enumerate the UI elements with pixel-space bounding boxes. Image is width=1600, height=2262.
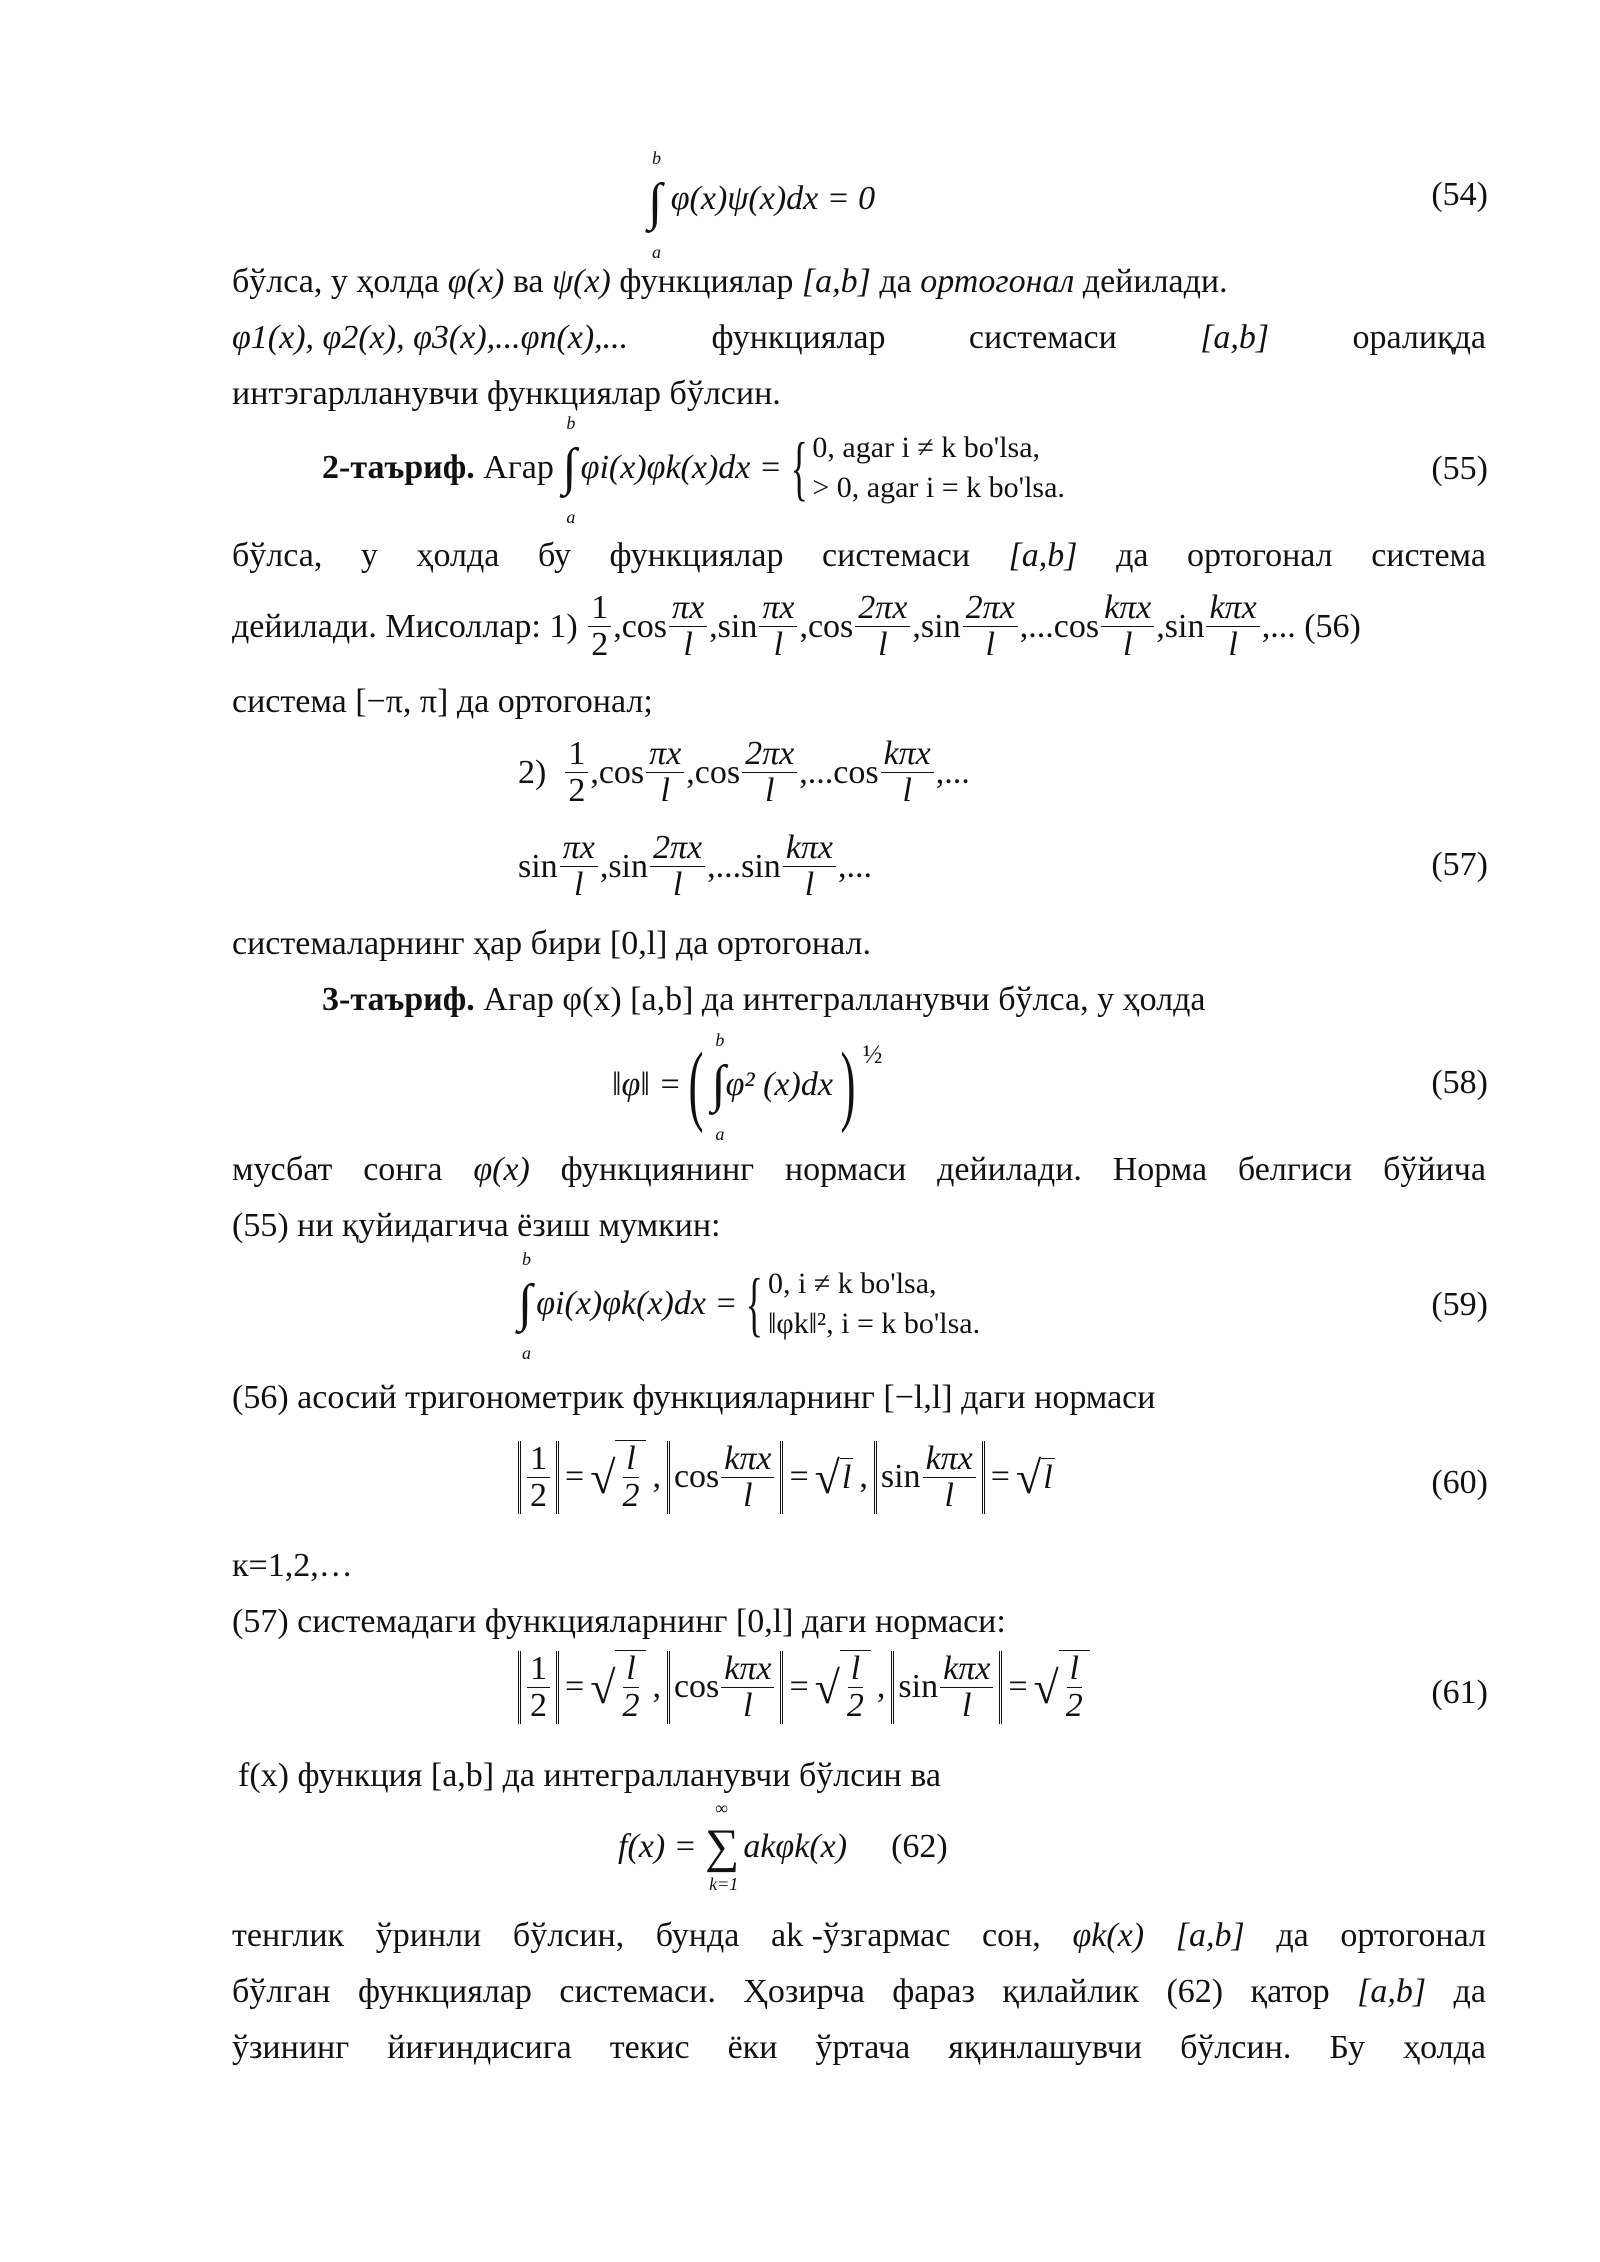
equation-61: $\frac{1}{2}$ = √ $\frac{l}{2}$ , cos $\frac{\text{kπx}}{l}$ = √ $\frac{l}{2}$ , sin $\frac{\text{kπx}}{l}$ = √ $\frac{l}{2}$ [518,1650,1090,1724]
paragraph-series-l2: бўлган функциялар системаси. Ҳозирча фараз қилайлик (62) қатор [a,b] да [232,1973,1486,2010]
paragraph-norms-56: (56) асосий тригонометрик функцияларнинг [−l,l] даги нормаси [232,1379,1156,1416]
equation-58-number: (58) [1431,1064,1488,1101]
paragraph-function-system-line2: интэгарлланувчи функциялар бўлсин. [232,375,781,412]
equation-61-number: (61) [1431,1674,1488,1711]
equation-54-number: (54) [1431,176,1488,213]
paragraph-norm: мусбат сонга φ(x) функциянинг нормаси дейилади. Норма белгиси бўйича [232,1151,1486,1188]
paragraph-system-orthogonal: система [−π, π] да ортогонал; [232,683,653,720]
equation-54-body: φ(x)ψ(x)dx = 0 [670,180,876,217]
definition-3: 3-таъриф. Агар φ(x) [a,b] да интегралланувчи бўлса, у ҳолда [322,981,1206,1018]
paragraph-orthogonal-system: бўлса, у ҳолда бу функциялар системаси [a,b] да ортогонал система [232,537,1486,574]
equation-58: ‖φ‖ = ( ∫ b a φ² (x)dx ) ½ [612,1030,883,1144]
cases-59: { 0, i ≠ k bo'lsa, ‖φk‖², i = k bo'lsa. [746,1264,981,1344]
equation-60: $\frac{1}{2}$ = √ $\frac{l}{2}$ , cos $\frac{\text{kπx}}{l}$ = √ l , sin $\frac{\text{kπx}}{l}$ = √ l [518,1440,1055,1514]
integral-sign: ∫ b a [562,413,577,527]
example-57-row1: 2) $\frac{1}{2}$ ,cos $\frac{\pi x}{l}$ ,cos $\frac{2\pi x}{l}$ ,...cos $\frac{\text{kπx}}{l}$ ,... [518,735,970,809]
equation-60-number: (60) [1431,1464,1488,1501]
paragraph-series-l1: тенглик ўринли бўлсин, бунда ak -ўзгармас сон, φk(x) [a,b] да ортогонал [232,1917,1486,1954]
equation-59: ∫ b a φi(x)φk(x)dx = { 0, i ≠ k bo'lsa, ‖φk‖², i = k bo'lsa. [518,1249,981,1363]
definition-2: 2-таъриф. Агар ∫ b a φi(x)φk(x)dx = { 0, agar i ≠ k bo'lsa, > 0, agar i = k bo'lsa. [322,413,1065,527]
paragraph-norm-line2: (55) ни қуйидагича ёзиш мумкин: [232,1207,721,1244]
equation-55-number: (55) [1431,450,1488,487]
example-56: дейилади. Мисоллар: 1) $\frac{1}{2}$ ,cos $\frac{\pi x}{l}$ ,sin $\frac{\pi x}{l}$ ,cos $\frac{2\pi x}{l}$ ,sin $\frac{2\pi x}{l}$ ,...cos $\frac{\text{kπx}}{l}$ ,sin $\frac{\text{kπx}}{l}$ ,... (56) [232,589,1361,663]
example-57-row2: sin $\frac{\pi x}{l}$ ,sin $\frac{2\pi x}{l}$ ,...sin $\frac{\text{kπx}}{l}$ ,... [518,829,873,903]
integral-sign: ∫ b a [711,1030,726,1144]
integral-sign: ∫ b a [518,1249,533,1363]
equation-57-number: (57) [1431,846,1488,883]
paragraph-k-values: к=1,2,… [232,1547,353,1584]
equation-59-number: (59) [1431,1286,1488,1323]
equation-62: f(x) = ∑ ∞ k=1 akφk(x) (62) [618,1798,948,1894]
paragraph-orthogonal-definition: бўлса, у ҳолда φ(x) ва ψ(x) функциялар [a,b] да ортогонал дейилади. [232,263,1228,300]
cases-55: { 0, agar i ≠ k bo'lsa, > 0, agar i = k bo'lsa. [790,428,1065,508]
paragraph-series-l3: ўзининг йиғиндисига текис ёки ўртача яқинлашувчи бўлсин. Бу ҳолда [232,2029,1486,2066]
paragraph-f-integrable: f(x) функция [a,b] да интегралланувчи бўлсин ва [238,1757,941,1794]
sum-sign: ∑ ∞ k=1 [705,1798,740,1894]
paragraph-function-system: φ1(x), φ2(x), φ3(x),...φn(x),... функциялар системаси [a,b] оралиқда [232,319,1486,356]
paragraph-systems-orthogonal: системаларнинг ҳар бири [0,l] да ортогонал. [232,925,871,962]
paragraph-norms-57: (57) системадаги функцияларнинг [0,l] даги нормаси: [232,1603,1006,1640]
equation-54 [648,148,876,262]
integral-sign: ∫ b a [648,148,663,262]
